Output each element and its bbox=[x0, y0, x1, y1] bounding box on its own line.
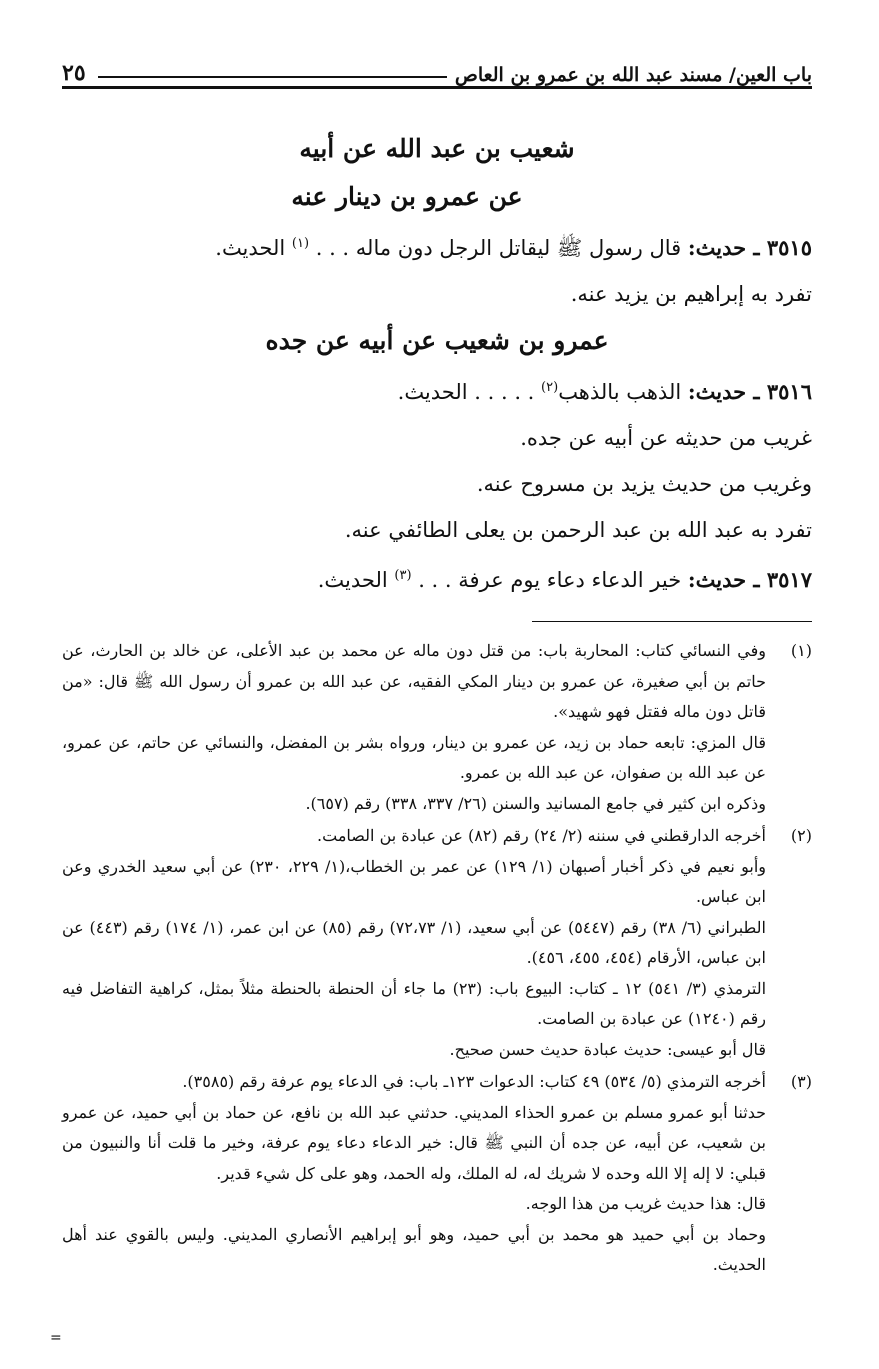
footnote-3 bbox=[62, 1067, 812, 1281]
footnote-paragraph: وحماد بن أبي حميد هو محمد بن أبي حميد، وهو أبو إبراهيم الأنصاري المديني. وليس بالقوي عند أهل الحديث. bbox=[62, 1224, 766, 1274]
footnote-2 bbox=[62, 821, 812, 1065]
footnote-paragraph: أخرجه الترمذي (٥/ ٥٣٤) ٤٩ كتاب: الدعوات ١٢٣ـ باب: في الدعاء يوم عرفة رقم (٣٥٨٥). bbox=[182, 1072, 766, 1091]
footnote-paragraph: الترمذي (٣/ ٥٤١) ١٢ ـ كتاب: البيوع باب: (٢٣) ما جاء أن الحنطة بالحنطة مثلاً بمثل، كراهية التفاضل فيه رقم (١٢٤٠) عن عبادة بن الصامت. bbox=[62, 978, 767, 1028]
footnote-paragraph: أخرجه الدارقطني في سننه (٢/ ٢٤) رقم (٨٢) عن عبادة بن الصامت. bbox=[317, 826, 766, 845]
footnote-number: (١) bbox=[790, 641, 812, 660]
entry-tail: الحديث. bbox=[215, 236, 286, 260]
main-text bbox=[62, 125, 812, 603]
footnote-separator bbox=[532, 621, 812, 622]
section-heading-2: عن عمرو بن دينار عنه bbox=[291, 182, 523, 211]
margin-mark: = bbox=[50, 1330, 62, 1346]
hadith-entry-3517 bbox=[62, 553, 812, 603]
footnote-paragraph: حدثنا أبو عمرو مسلم بن عمرو الحذاء المديني. حدثني عبد الله بن نافع، عن حماد بن أبي حميد، عن عمرو بن شعيب، عن أبيه، عن جده أن النبي ﷺ قال: خير الدعاء دعاء يوم عرفة، وخير ما قلت أنا والنبيون من قبلي: لا إله إلا الله وحده لا شريك له، له الملك، وله الحمد، وهو على كل شيء قدير. bbox=[62, 1102, 766, 1183]
section-heading-3: عمرو بن شعيب عن أبيه عن جده bbox=[265, 326, 609, 355]
footnote-1 bbox=[62, 636, 812, 819]
hadith-entry-3515 bbox=[62, 221, 812, 271]
footnote-ref-2: (٢) bbox=[541, 380, 559, 395]
page-number: ٢٥ bbox=[62, 60, 86, 86]
footnote-paragraph: قال: هذا حديث غريب من هذا الوجه. bbox=[525, 1194, 766, 1213]
footnotes bbox=[62, 636, 812, 1281]
footnote-ref-3: (٣) bbox=[394, 568, 412, 583]
running-title: باب العين/ مسند عبد الله بن عمرو بن العاص bbox=[454, 64, 812, 86]
running-head bbox=[62, 52, 812, 89]
footnote-paragraph: قال المزي: تابعه حماد بن زيد، عن عمرو بن دينار، ورواه بشر بن المفضل، والنسائي عن حاتم، عن عمرو، عن عبد الله بن صفوان، عن عبد الله بن عمرو. bbox=[62, 732, 766, 782]
entry-label: ٣٥١٥ ـ حديث: bbox=[687, 235, 812, 260]
footnote-paragraph: وفي النسائي كتاب: المحاربة باب: من قتل دون ماله عن محمد بن عبد الأعلى، عن خالد بن الحارث، عن حاتم بن أبي صغيرة، عن عمرو بن دينار المكي الفقيه، عن عبد الله بن عمرو أن رسول الله ﷺ قال: «من قاتل دون ماله فقتل فهو شهيد». bbox=[62, 641, 767, 721]
footnote-ref-1: (١) bbox=[291, 236, 310, 251]
entry-text: خير الدعاء دعاء يوم عرفة . . . bbox=[418, 568, 682, 592]
page bbox=[62, 52, 812, 1283]
footnote-paragraph: وذكره ابن كثير في جامع المسانيد والسنن (٢٦/ ٣٣٧، ٣٣٨) رقم (٦٥٧). bbox=[305, 793, 766, 813]
footnote-number: (٣) bbox=[790, 1072, 812, 1091]
note-line: وغريب من حديث يزيد بن مسروح عنه. bbox=[476, 472, 812, 496]
header-rule bbox=[98, 76, 447, 78]
footnote-body bbox=[62, 636, 766, 819]
section-heading-1: شعيب بن عبد الله عن أبيه bbox=[299, 134, 575, 163]
footnote-paragraph: وأبو نعيم في ذكر أخبار أصبهان (١/ ١٢٩) عن عمر بن الخطاب،(١/ ٢٢٩، ٢٣٠) عن أبي سعيد الخدري وعن ابن عباس. bbox=[62, 856, 767, 906]
entry-tail: . . . . . الحديث. bbox=[397, 380, 535, 404]
note-line: تفرد به عبد الله بن عبد الرحمن بن يعلى الطائفي عنه. bbox=[344, 518, 812, 542]
hadith-entry-3516 bbox=[62, 365, 812, 415]
footnote-body bbox=[62, 1067, 766, 1281]
entry-text: قال رسول ﷺ ليقاتل الرجل دون ماله . . . bbox=[315, 236, 682, 260]
note-line: تفرد به إبراهيم بن يزيد عنه. bbox=[570, 282, 812, 306]
entry-label: ٣٥١٧ ـ حديث: bbox=[687, 567, 812, 592]
footnote-paragraph: قال أبو عيسى: حديث عبادة حديث حسن صحيح. bbox=[449, 1039, 766, 1059]
footnote-body bbox=[62, 821, 766, 1065]
note-line: غريب من حديثه عن أبيه عن جده. bbox=[520, 426, 812, 450]
entry-text: الذهب بالذهب bbox=[558, 380, 682, 404]
entry-tail: الحديث. bbox=[317, 568, 388, 592]
footnote-paragraph: الطبراني (٦/ ٣٨) رقم (٥٤٤٧) عن أبي سعيد، (١/ ٧٢،٧٣) رقم (٨٥) عن ابن عمر، (١/ ١٧٤) رقم (٤٤٣) عن ابن عباس، الأرقام (٤٥٤، ٤٥٥، ٤٥٦). bbox=[62, 917, 766, 967]
entry-label: ٣٥١٦ ـ حديث: bbox=[687, 379, 812, 404]
footnote-number: (٢) bbox=[790, 826, 812, 845]
